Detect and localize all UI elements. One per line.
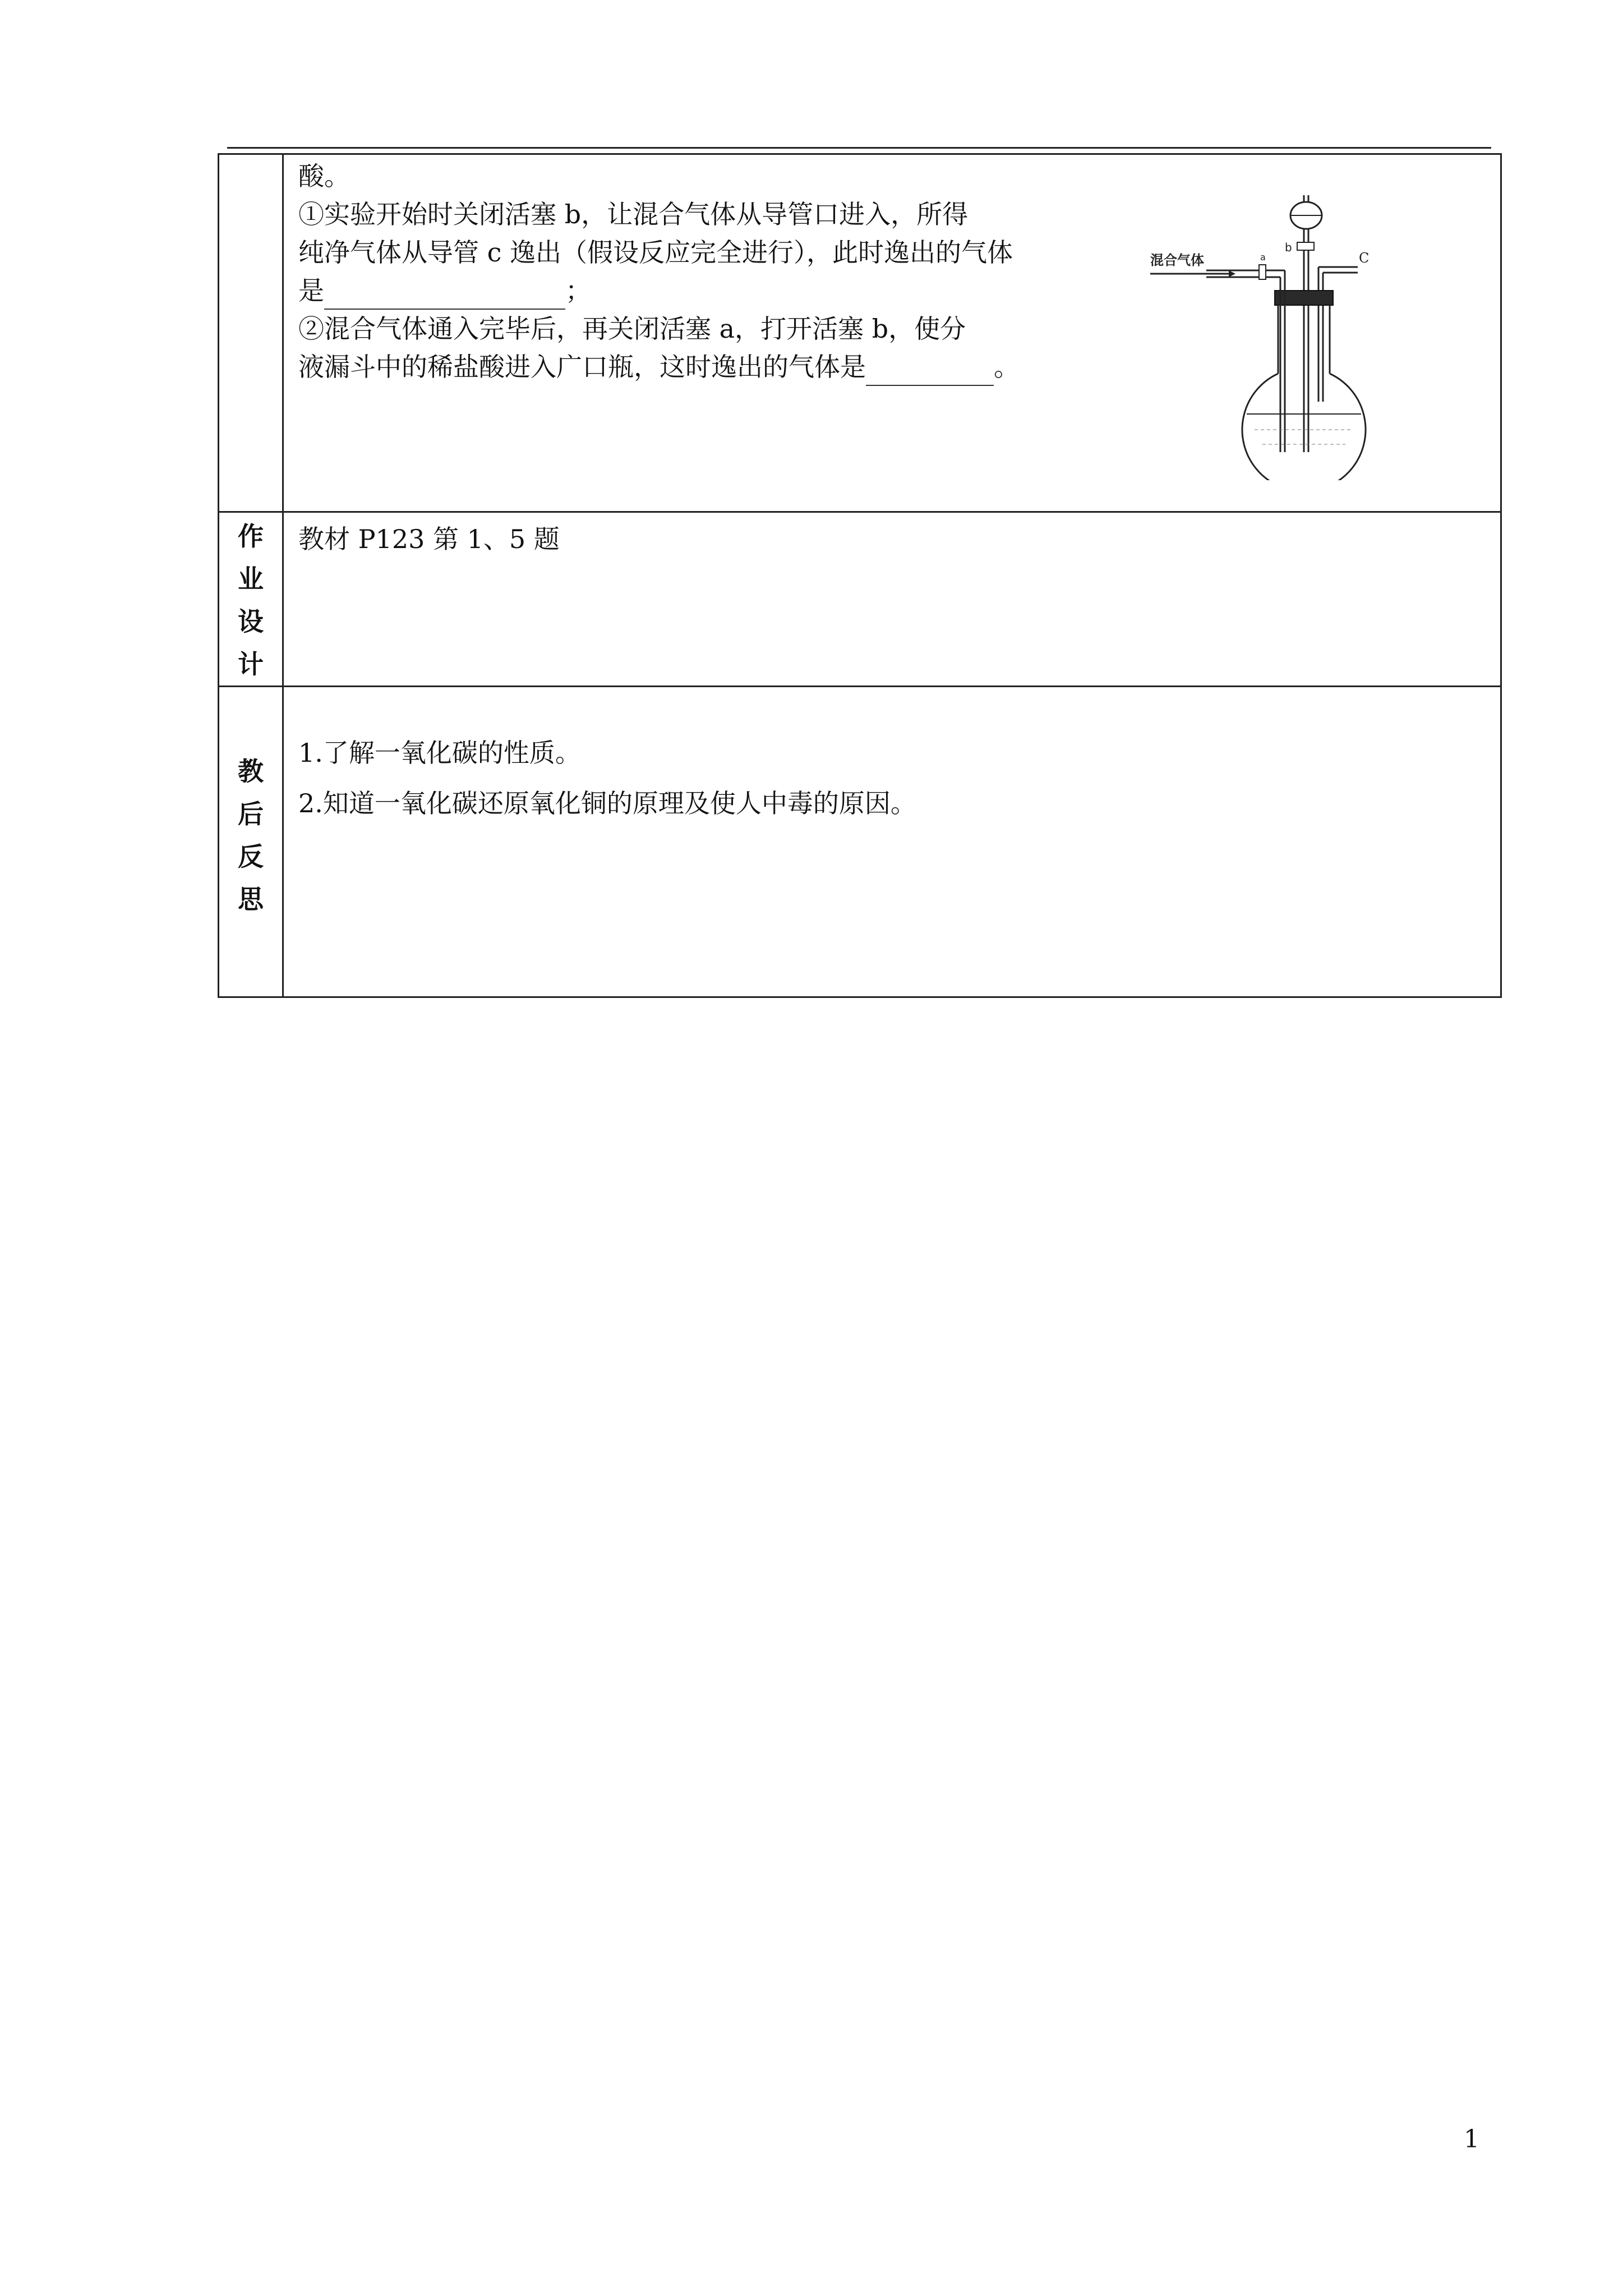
valve-b	[1297, 242, 1314, 250]
question-text	[298, 157, 1252, 386]
answer-blank-1	[324, 279, 565, 310]
apparatus-diagram	[1150, 188, 1386, 480]
rubber-stopper	[1275, 291, 1333, 305]
reflection-label: 教 后 反 思	[238, 756, 264, 914]
homework-cell	[283, 512, 1501, 687]
outlet-label: C	[1359, 250, 1370, 266]
homework-label-cell	[219, 512, 283, 687]
lesson-table	[218, 153, 1502, 998]
header-rule	[227, 147, 1491, 149]
valve-a	[1259, 265, 1266, 279]
question-line-5: ②混合气体通入完毕后，再关闭活塞 a，打开活塞 b，使分	[298, 314, 966, 344]
question-line-4	[298, 272, 1252, 310]
valve-a-label: a	[1260, 252, 1266, 263]
reflection-cell	[283, 687, 1501, 997]
answer-blank-2	[866, 356, 994, 386]
question-row	[219, 154, 1501, 512]
reflection-item-2: 2.知道一氧化碳还原氧化铜的原理及使人中毒的原因。	[298, 788, 916, 818]
question-line-2: ①实验开始时关闭活塞 b，让混合气体从导管口进入，所得	[298, 199, 969, 229]
question-cell	[283, 154, 1501, 512]
reflection-label-cell	[219, 687, 283, 997]
question-line-4-prefix: 是	[298, 275, 324, 306]
reflection-item-1: 1.了解一氧化碳的性质。	[298, 738, 581, 768]
question-line-6	[298, 348, 1252, 386]
question-side-cell	[219, 154, 283, 512]
reflection-text	[284, 687, 1500, 829]
homework-text: 教材 P123 第 1、5 题	[298, 524, 560, 554]
inlet-arrow-head	[1229, 270, 1235, 277]
valve-b-label: b	[1285, 241, 1292, 254]
reflection-row	[219, 687, 1501, 997]
question-line-4-suffix: ；	[565, 275, 591, 306]
question-line-1: 酸。	[298, 161, 350, 191]
question-line-6-suffix: 。	[994, 352, 1020, 382]
homework-label: 作 业 设 计	[238, 521, 264, 679]
page-number: 1	[1464, 2125, 1479, 2154]
question-line-6-prefix: 液漏斗中的稀盐酸进入广口瓶，这时逸出的气体是	[298, 352, 866, 382]
inlet-label: 混合气体	[1150, 252, 1204, 268]
homework-row	[219, 512, 1501, 687]
question-line-3: 纯净气体从导管 c 逸出（假设反应完全进行），此时逸出的气体	[298, 237, 1013, 268]
